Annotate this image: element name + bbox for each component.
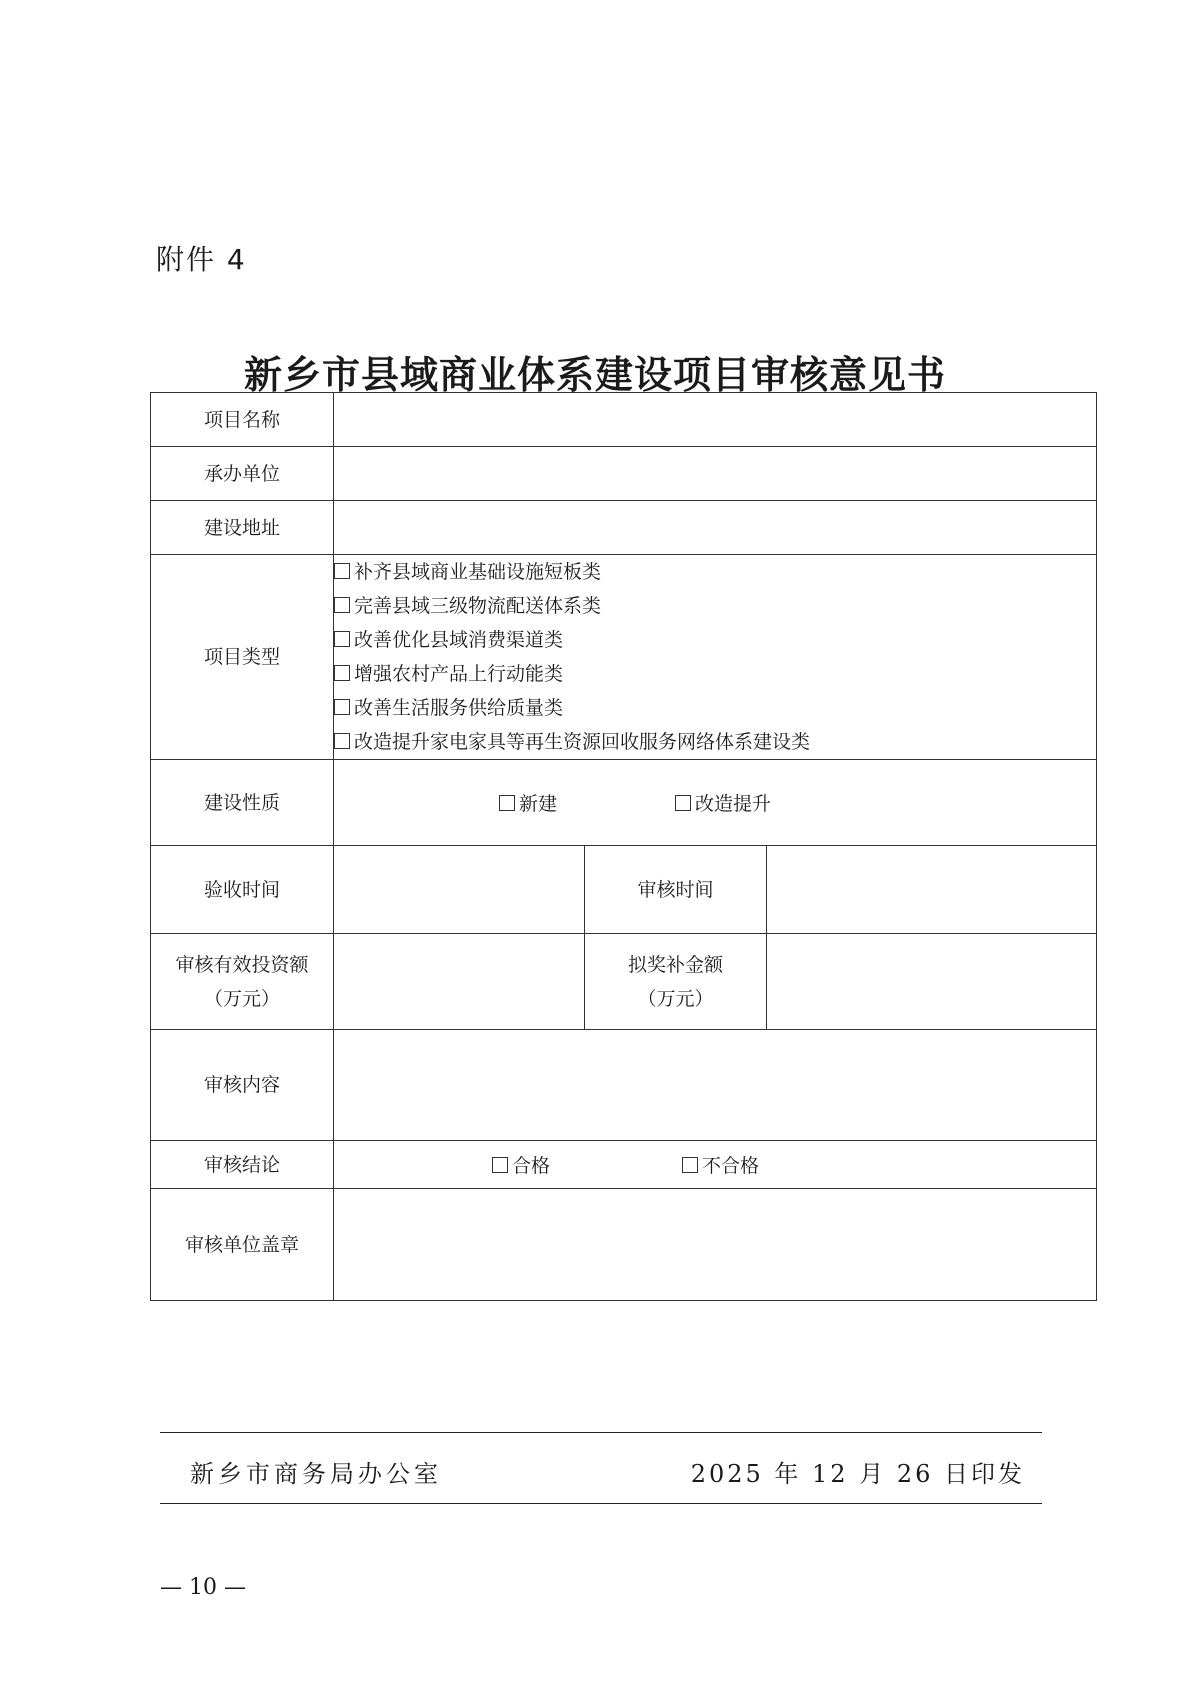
address-field[interactable] xyxy=(334,501,1097,555)
row-project-type xyxy=(151,555,1097,760)
construction-nature-label: 建设性质 xyxy=(151,760,334,846)
row-times xyxy=(151,846,1097,934)
subsidy-field[interactable] xyxy=(767,934,1097,1030)
checkbox-icon[interactable] xyxy=(675,795,691,811)
project-type-option[interactable]: 改善优化县域消费渠道类 xyxy=(334,623,1096,657)
review-content-field[interactable] xyxy=(334,1030,1097,1141)
project-type-label: 项目类型 xyxy=(151,555,334,760)
seal-label: 审核单位盖章 xyxy=(151,1189,334,1301)
subsidy-label: 拟奖补金额 （万元） xyxy=(585,934,767,1030)
project-type-option[interactable]: 补齐县域商业基础设施短板类 xyxy=(334,555,1096,589)
row-undertaker xyxy=(151,447,1097,501)
issuer: 新乡市商务局办公室 xyxy=(190,1460,442,1488)
project-type-option[interactable]: 改造提升家电家具等再生资源回收服务网络体系建设类 xyxy=(334,725,1096,759)
checkbox-icon[interactable] xyxy=(334,631,350,647)
checkbox-icon[interactable] xyxy=(334,563,350,579)
project-type-option[interactable]: 增强农村产品上行动能类 xyxy=(334,657,1096,691)
footer-bottom-rule xyxy=(160,1503,1042,1504)
checkbox-icon[interactable] xyxy=(334,733,350,749)
nature-option-new[interactable]: 新建 xyxy=(499,789,557,816)
checkbox-icon[interactable] xyxy=(334,665,350,681)
checkbox-icon[interactable] xyxy=(334,597,350,613)
nature-option-upgrade[interactable]: 改造提升 xyxy=(675,789,771,816)
project-type-option[interactable]: 完善县域三级物流配送体系类 xyxy=(334,589,1096,623)
conclusion-options xyxy=(334,1141,1097,1189)
conclusion-option-fail[interactable]: 不合格 xyxy=(682,1151,759,1178)
acceptance-time-field[interactable] xyxy=(334,846,585,934)
document-title: 新乡市县域商业体系建设项目审核意见书 xyxy=(243,353,946,397)
seal-field[interactable] xyxy=(334,1189,1097,1301)
project-name-label: 项目名称 xyxy=(151,393,334,447)
row-address xyxy=(151,501,1097,555)
row-conclusion xyxy=(151,1141,1097,1189)
row-project-name xyxy=(151,393,1097,447)
review-content-label: 审核内容 xyxy=(151,1030,334,1141)
checkbox-icon[interactable] xyxy=(334,699,350,715)
undertaker-field[interactable] xyxy=(334,447,1097,501)
investment-label: 审核有效投资额 （万元） xyxy=(151,934,334,1030)
row-construction-nature xyxy=(151,760,1097,846)
review-time-field[interactable] xyxy=(767,846,1097,934)
review-time-label: 审核时间 xyxy=(585,846,767,934)
row-review-content xyxy=(151,1030,1097,1141)
conclusion-label: 审核结论 xyxy=(151,1141,334,1189)
conclusion-option-pass[interactable]: 合格 xyxy=(492,1151,550,1178)
attachment-label: 附件 4 xyxy=(156,243,247,276)
page-number: — 10 — xyxy=(160,1575,246,1600)
project-type-options xyxy=(334,555,1097,760)
checkbox-icon[interactable] xyxy=(492,1157,508,1173)
project-type-option[interactable]: 改善生活服务供给质量类 xyxy=(334,691,1096,725)
undertaker-label: 承办单位 xyxy=(151,447,334,501)
project-name-field[interactable] xyxy=(334,393,1097,447)
footer-top-rule xyxy=(160,1432,1042,1433)
review-form-table xyxy=(150,392,1097,1301)
acceptance-time-label: 验收时间 xyxy=(151,846,334,934)
address-label: 建设地址 xyxy=(151,501,334,555)
checkbox-icon[interactable] xyxy=(682,1157,698,1173)
investment-field[interactable] xyxy=(334,934,585,1030)
issue-date: 2025 年 12 月 26 日印发 xyxy=(690,1460,1025,1488)
construction-nature-options xyxy=(334,760,1097,846)
row-amounts xyxy=(151,934,1097,1030)
checkbox-icon[interactable] xyxy=(499,795,515,811)
row-seal xyxy=(151,1189,1097,1301)
